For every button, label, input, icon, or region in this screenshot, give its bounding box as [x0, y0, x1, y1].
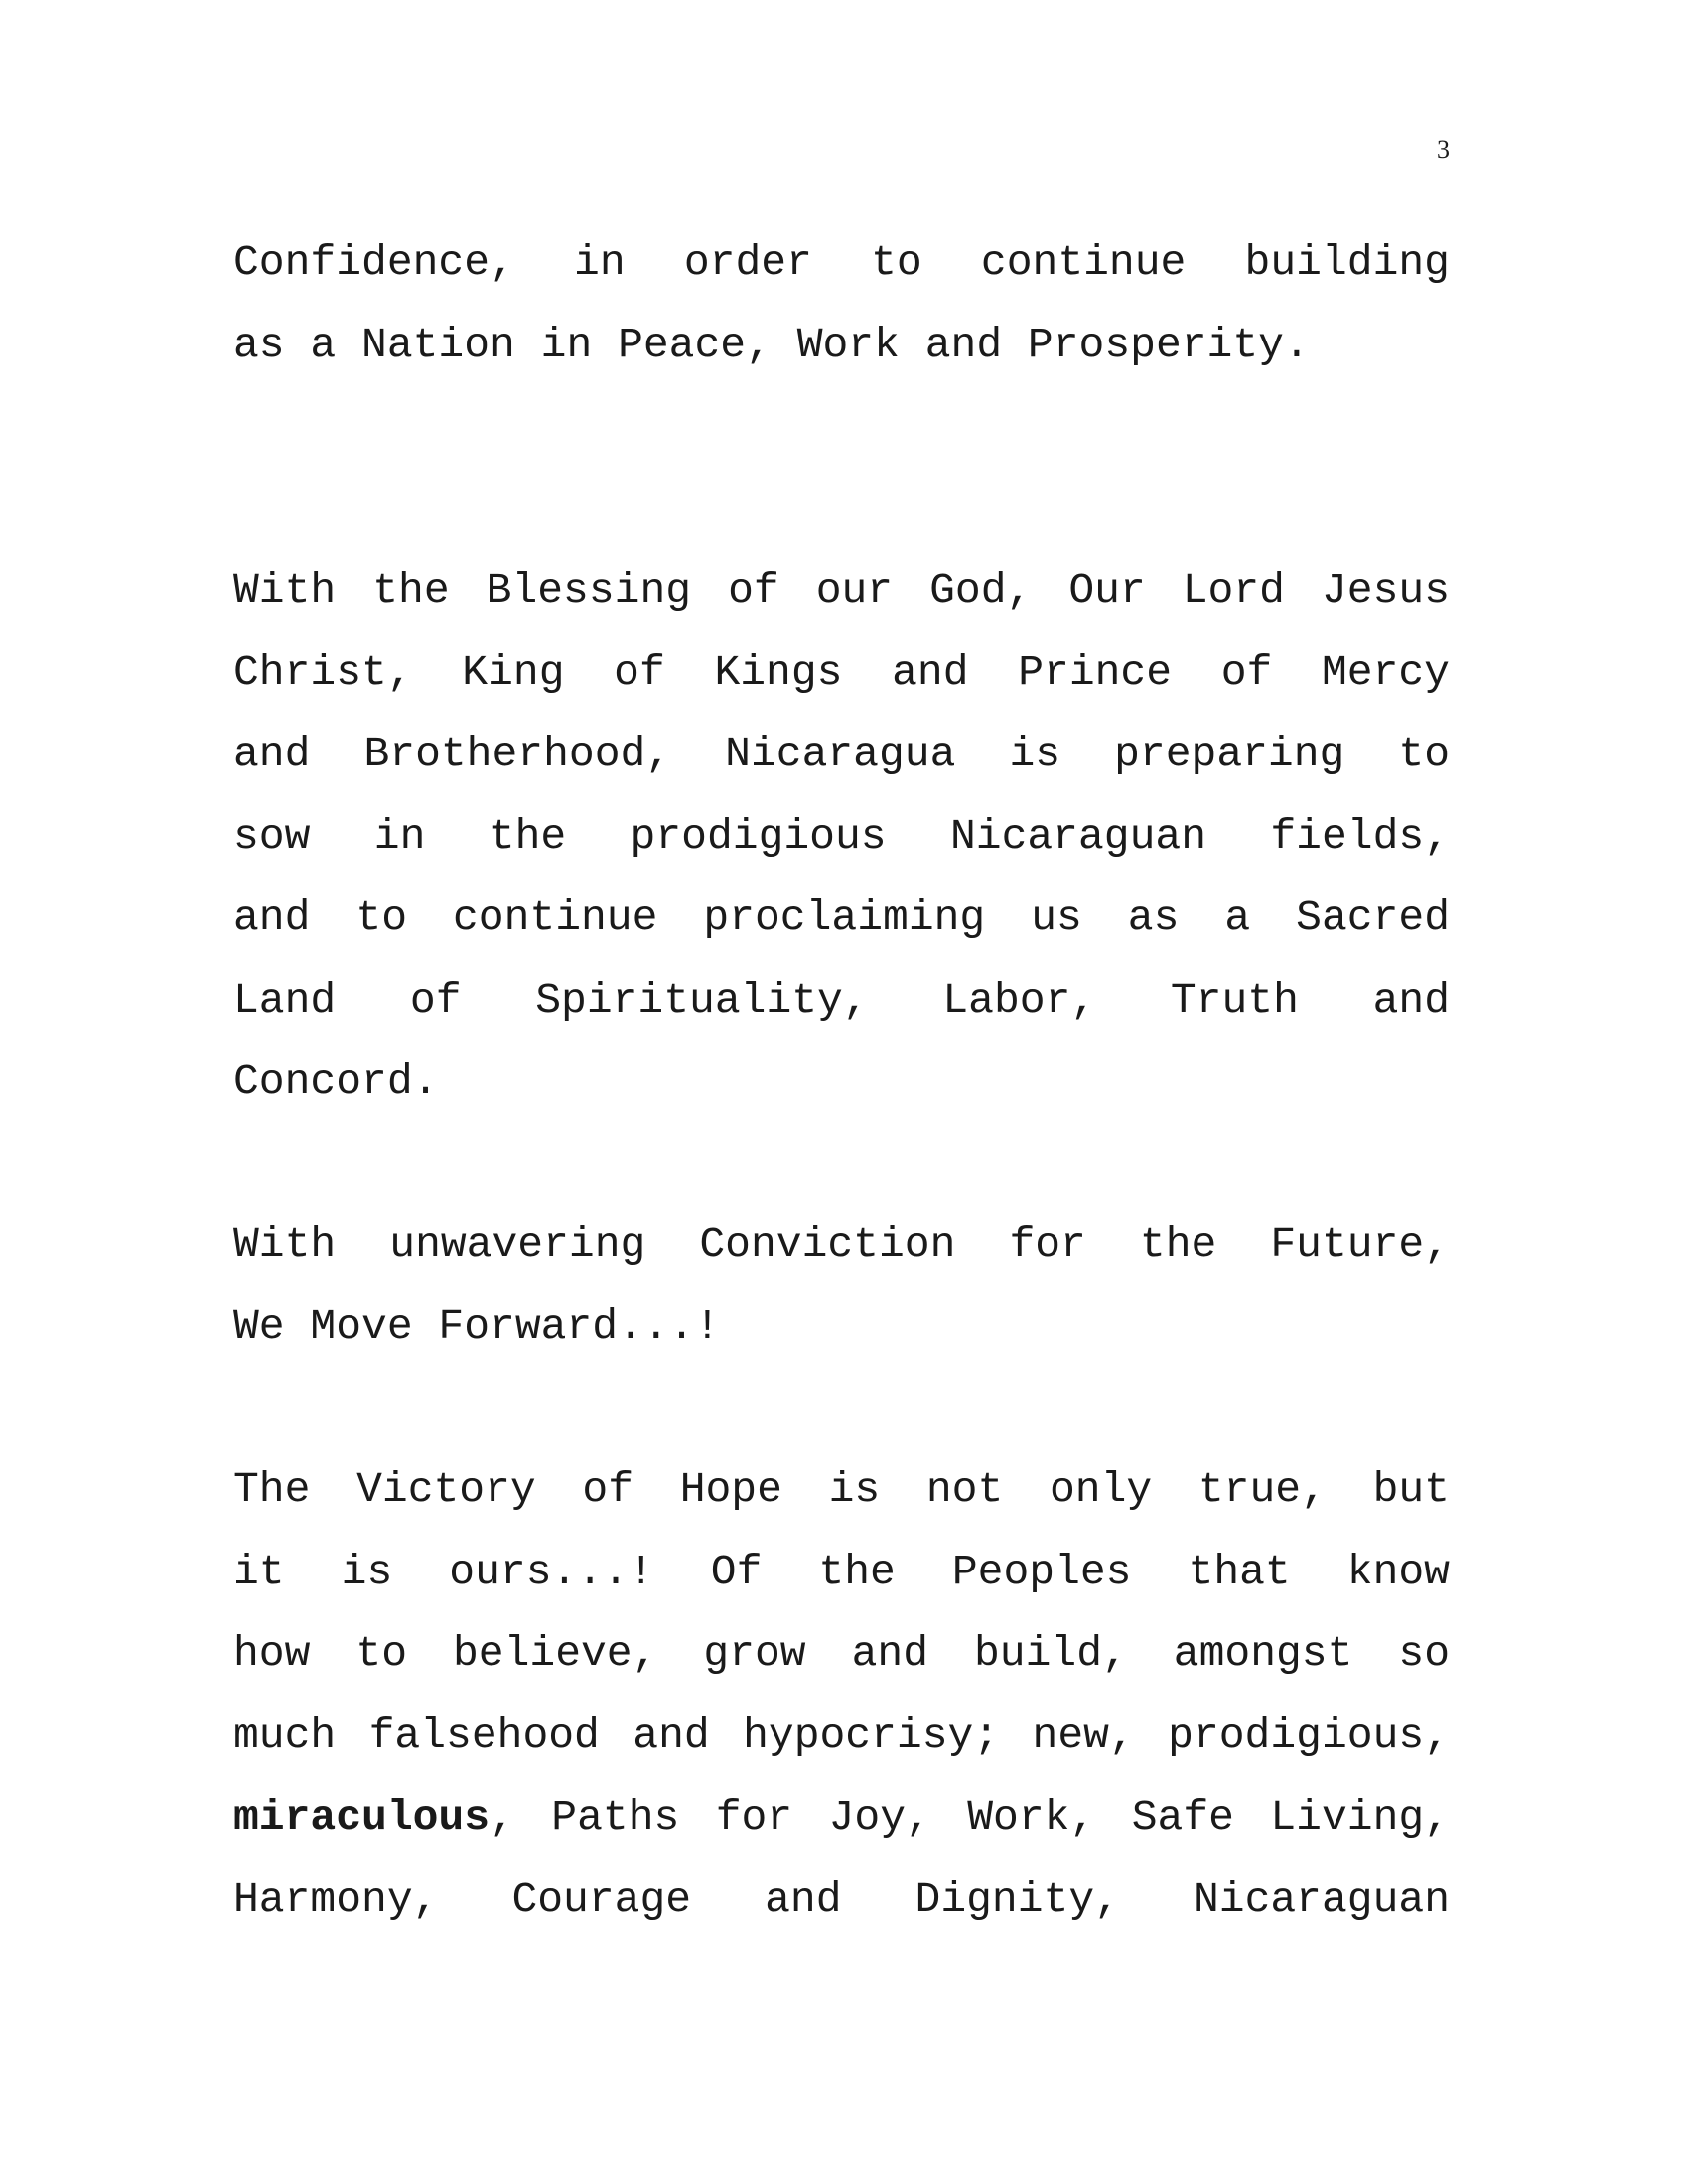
text-line: Concord. [233, 1057, 439, 1106]
text-line [233, 1777, 1450, 1859]
text-line: how to believe, grow and build, amongst so [233, 1629, 1450, 1678]
text-line: as a Nation in Peace, Work and Prosperity. [233, 320, 1310, 369]
paragraph-3 [233, 1204, 1450, 1368]
text-line: We Move Forward...! [233, 1301, 721, 1351]
bold-word: miraculous [233, 1793, 491, 1842]
paragraph-1 [233, 222, 1450, 386]
text-line: The Victory of Hope is not only true, but [233, 1465, 1450, 1514]
text-line: it is ours...! Of the Peoples that know [233, 1547, 1450, 1596]
document-body [233, 222, 1450, 386]
text-line-rest: , Paths for Joy, Work, Safe Living, [490, 1793, 1450, 1842]
text-line: Harmony, Courage and Dignity, Nicaraguan [233, 1874, 1450, 1924]
paragraph-2 [233, 550, 1450, 1124]
text-line: and to continue proclaiming us as a Sacred [233, 893, 1450, 942]
text-line: Confidence, in order to continue building [233, 238, 1450, 287]
document-body-2 [233, 550, 1450, 1124]
text-line: Land of Spirituality, Labor, Truth and [233, 975, 1450, 1024]
text-line: Christ, King of Kings and Prince of Mercy [233, 647, 1450, 697]
page-number: 3 [1437, 135, 1450, 164]
text-line: much falsehood and hypocrisy; new, prodigious, [233, 1710, 1450, 1760]
text-line: With unwavering Conviction for the Future, [233, 1220, 1450, 1269]
document-body-3 [233, 1204, 1450, 1368]
paragraph-4 [233, 1449, 1450, 1941]
text-line: sow in the prodigious Nicaraguan fields, [233, 811, 1450, 861]
document-body-4 [233, 1449, 1450, 1941]
text-line: With the Blessing of our God, Our Lord Jesus [233, 566, 1450, 614]
text-line: and Brotherhood, Nicaragua is preparing to [233, 730, 1450, 778]
